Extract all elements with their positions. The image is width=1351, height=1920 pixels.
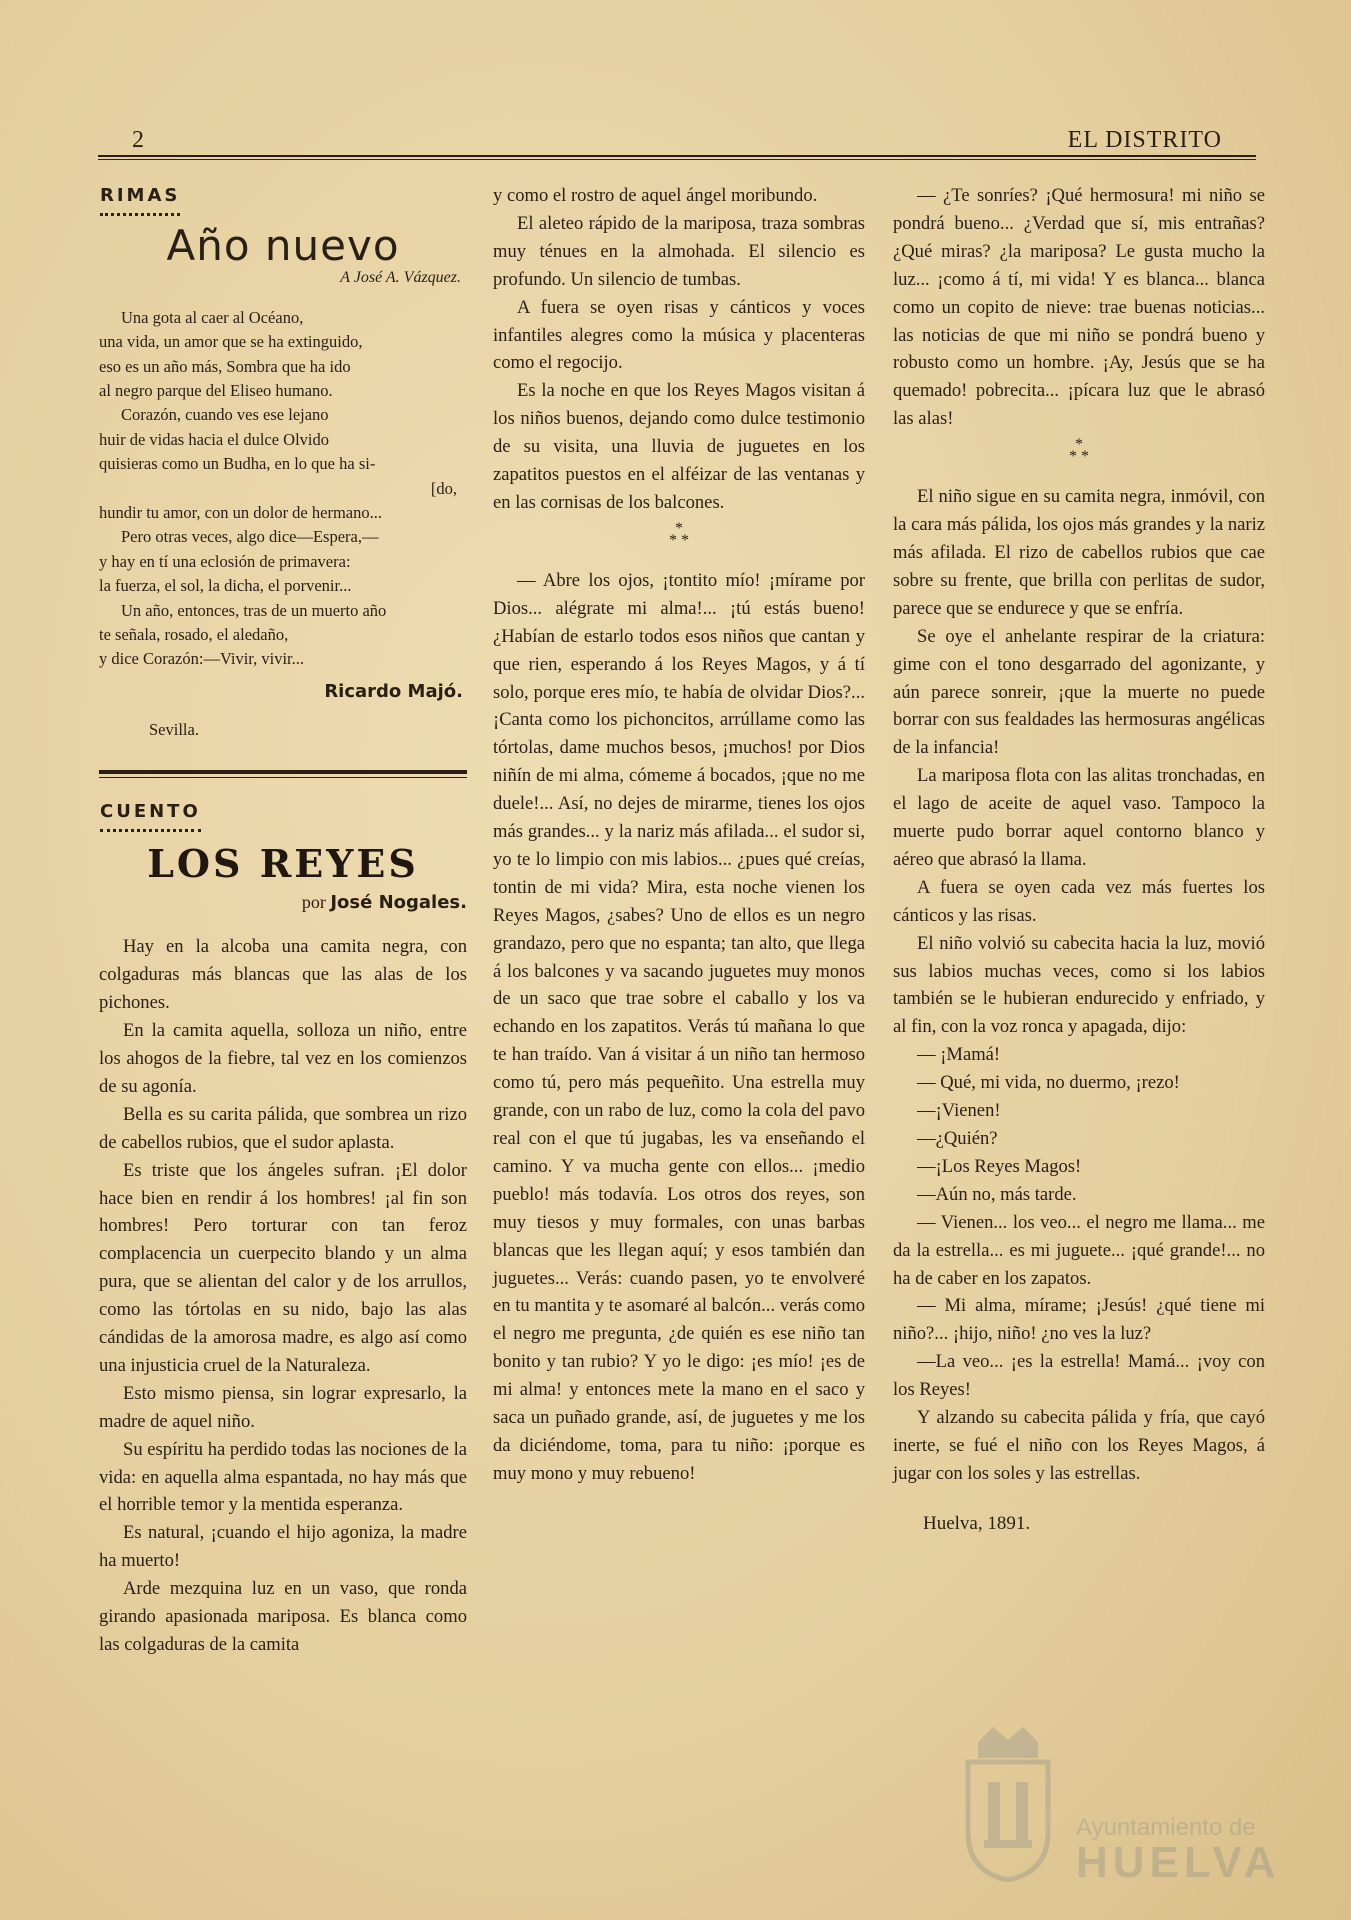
- story-paragraph: Es la noche en que los Reyes Magos visitan á los niños buenos, dejando como dulce testimonio de su visita, una lluvia de juguetes en los zapatitos puestos en el alféizar de las ventanas y en las cornisas de los balcones.: [493, 380, 865, 513]
- section-label-rimas: RIMAS: [100, 182, 180, 216]
- story-title: LOS REYES: [147, 840, 419, 886]
- poem-title: Año nuevo: [166, 220, 400, 270]
- watermark-line-2: HUELVA: [1076, 1838, 1281, 1887]
- section-divider-thin: [99, 777, 467, 778]
- dialogue-line: — Qué, mi vida, no duermo, ¡rezo!: [917, 1072, 1180, 1094]
- poem-line: una vida, un amor que se ha extinguido,: [99, 332, 363, 352]
- poem-place: Sevilla.: [149, 719, 199, 739]
- poem-line: quisieras como un Budha, en lo que ha si-: [99, 454, 376, 474]
- header-rule-thin: [98, 159, 1256, 160]
- story-paragraph: El aleteo rápido de la mariposa, traza sombras muy ténues en la almohada. El silencio es profundo. Un silencio de tumbas.: [493, 212, 865, 290]
- poem-line: hundir tu amor, con un dolor de hermano...: [99, 502, 382, 522]
- poem-line: [do,: [430, 478, 457, 498]
- poem-line: Corazón, cuando ves ese lejano: [121, 405, 329, 425]
- story-paragraph: La mariposa flota con las alitas tronchadas, en el lago de aceite de aquel vaso. Tampoco la muerte pudo borrar aquel contorno blanco y aéreo que abrasó la llama.: [893, 765, 1265, 870]
- story-paragraph: Esto mismo piensa, sin lograr expresarlo, la madre de aquel niño.: [99, 1382, 467, 1432]
- masthead: EL DISTRITO: [1067, 127, 1222, 153]
- poem-line: te señala, rosado, el aledaño,: [99, 625, 289, 644]
- story-paragraph: Y alzando su cabecita pálida y fría, que cayó inerte, se fué el niño con los Reyes Magos, á jugar con los soles y las estrellas.: [893, 1407, 1265, 1484]
- dialogue-line: —La veo... ¡es la estrella! Mamá... ¡voy con los Reyes!: [893, 1351, 1265, 1401]
- dialogue-line: — ¡Mamá!: [917, 1044, 1001, 1066]
- story-paragraph: El niño volvió su cabecita hacia la luz, movió sus labios muchas veces, como si los labios también se le hubieran endurecido y enfriado, y al fin, con la voz ronca y apagada, dijo:: [893, 932, 1265, 1038]
- page-number: 2: [132, 127, 144, 153]
- poem-line: Un año, entonces, tras de un muerto año: [121, 600, 387, 620]
- story-paragraph: Hay en la alcoba una camita negra, con colgaduras más blancas que las alas de los pichones.: [99, 936, 467, 1014]
- poem-author: Ricardo Majó.: [324, 680, 463, 702]
- story-byline: [99, 889, 467, 917]
- story-paragraph: A fuera se oyen risas y cánticos y voces infantiles alegres como la música y placenteras como el regocijo.: [493, 296, 865, 374]
- story-paragraph: Su espíritu ha perdido todas las nociones de la vida: en aquella alma espantada, no hay más que el horrible temor y la mentida esperanza.: [99, 1438, 467, 1516]
- story-paragraph: y como el rostro de aquel ángel moribundo.: [493, 185, 818, 206]
- story-paragraph: — ¿Te sonríes? ¡Qué hermosura! mi niño se pondrá bueno... ¿Verdad que sí, mis entrañas? ¿Qué miras? ¿la mariposa? Le gusta mucho la luz... ¡como á tí, mi vida! Y es blanca... blanca como un copito de nieve: trae buenas noticias... las noticias de que mi niño se pondrá bueno y robusto como un hombre. ¡Ay, Jesús que se ha quemado! pobrecita... ¡pícara luz que le abrasó las alas!: [893, 185, 1265, 430]
- story-paragraph: A fuera se oyen cada vez más fuertes los cánticos y las risas.: [893, 876, 1265, 926]
- story-paragraph: Bella es su carita pálida, que sombrea un rizo de cabellos rubios, que el sudor aplasta.: [99, 1103, 467, 1153]
- watermark-line-1: Ayuntamiento de: [1076, 1814, 1256, 1841]
- story-paragraph: El niño sigue en su camita negra, inmóvil, con la cara más pálida, los ojos más grandes y la nariz más afilada. El rizo de cabellos rubios que cae sobre su frente, que brilla con perlitas de sudor, parece que se endurece y que se enfría.: [893, 486, 1265, 619]
- dialogue-line: —Aún no, más tarde.: [917, 1183, 1077, 1205]
- dialogue-line: — Vienen... los veo... el negro me llama... me da la estrella... es mi juguete... ¡qué grande!... no ha de caber en los zapatos.: [893, 1211, 1265, 1289]
- column-2: [493, 182, 865, 1488]
- section-label-cuento: CUENTO: [100, 798, 201, 832]
- story-paragraph: Es triste que los ángeles sufran. ¡El dolor hace bien en rendir á los hombres! ¡al fin son hombres! Pero torturar con tan feroz complacencia un cuerpecito blando y un alma pura, que se alientan del calor y de los arrullos, como las tórtolas en su nido, bajo las alas cándidas de la amorosa madre, es algo así como una injusticia cruel de la Naturaleza.: [99, 1159, 467, 1376]
- section-divider: [99, 770, 467, 774]
- story-paragraph: Es natural, ¡cuando el hijo agoniza, la madre ha muerto!: [99, 1522, 467, 1572]
- coat-of-arms-icon: [948, 1722, 1068, 1882]
- poem-body: [99, 306, 467, 672]
- column-1: [99, 182, 467, 1659]
- poem-line: y hay en tí una eclosión de primavera:: [99, 551, 351, 571]
- poem-line: la fuerza, el sol, la dicha, el porvenir...: [99, 576, 352, 596]
- poem-line: huir de vidas hacia el dulce Olvido: [99, 429, 330, 449]
- poem-line: al negro parque del Eliseo humano.: [99, 380, 333, 400]
- story-paragraph: — Abre los ojos, ¡tontito mío! ¡mírame por Dios... alégrate mi alma!... ¡tú estás bueno! ¿Habían de estarlo todos esos niños que cantan y que rien, esperando á los Reyes Magos, y á tí solo, porque eres mío, te había de olvidar Dios?... ¡Canta como los pichoncitos, arrúllame como las tórtolas, dame muchos besos, ¡muchos! por Dios niñín de mi alma, cómeme á bocados, ¡que no me duele!... Así, no dejes de mirarme, tienes los ojos más grandes... y la nariz más afilada... el sudor si, yo te lo limpio con mis labios... ¿pues qué creías, tontin de mi vida? Mira, esta noche vienen los Reyes Magos, ¿sabes? Uno de ellos es un negro grandazo, pero que no espanta; tan alto, que llega á los balcones y va sacando juguetes muy monos de un saco que trae sobre el caballo y los va echando en los zapatitos. Verás tú mañana lo que te han traído. Van á visitar á un niño tan hermoso como tú, pero más pequeñito. Una estrella muy grande, con un rabo de luz, como la cola del pavo real con el que tú jugabas, les va enseñando el camino. Y va mucha gente con ellos... ¡medio pueblo! más todavía. Los otros dos reyes, son muy tiesos y muy formales, con unas barbas blancas que les llegan aquí; y esos también dan juguetes... Verás: cuando pasen, yo te envolveré en tu mantita y te asomaré al balcón... verás como el negro me pregunta, ¿de quién es ese niño tan bonito y tan rubio? Y yo le digo: ¡es mío! ¡es de mi alma! y entonces mete la mano en el saco y saca un puñado grande, así, de juguetes y me los da diciéndome, toma, para tu niño: ¡porque es muy mono y muy rebueno!: [493, 569, 865, 1484]
- story-paragraph: En la camita aquella, solloza un niño, entre los ahogos de la fiebre, tal vez en los comienzos de su agonía.: [99, 1020, 467, 1097]
- story-author: José Nogales.: [330, 892, 467, 914]
- story-paragraph: Arde mezquina luz en un vaso, que ronda girando apasionada mariposa. Es blanca como las colgaduras de la camita: [99, 1578, 467, 1655]
- asterism: * * *: [1069, 436, 1089, 466]
- column-3: [893, 182, 1265, 1538]
- dialogue-line: —¿Quién?: [917, 1128, 998, 1149]
- poem-line: eso es un año más, Sombra que ha ido: [99, 356, 351, 376]
- story-paragraph: Se oye el anhelante respirar de la criatura: gime con el tono desgarrado del agonizante, y aún parece sonreir, ¡que la muerte no puede borrar con sus fealdades las hermosuras angélicas de la infancia!: [893, 625, 1265, 759]
- poem-line: y dice Corazón:—Vivir, vivir...: [99, 649, 305, 669]
- poem-line: Pero otras veces, algo dice—Espera,—: [121, 527, 379, 547]
- story-place-date: Huelva, 1891.: [923, 1512, 1031, 1534]
- watermark: [948, 1722, 1281, 1887]
- dialogue-line: —¡Vienen!: [917, 1100, 1001, 1122]
- byline-prefix: por: [301, 892, 326, 913]
- header-rule: [98, 155, 1256, 157]
- poem-line: Una gota al caer al Océano,: [121, 307, 304, 327]
- dialogue-line: —¡Los Reyes Magos!: [917, 1155, 1082, 1177]
- poem-dedication: A José A. Vázquez.: [340, 268, 461, 286]
- dialogue-line: — Mi alma, mírame; ¡Jesús! ¿qué tiene mi niño?... ¡hijo, niño! ¿no ves la luz?: [893, 1295, 1265, 1345]
- page-header: [98, 125, 1256, 155]
- asterism: * * *: [669, 519, 689, 549]
